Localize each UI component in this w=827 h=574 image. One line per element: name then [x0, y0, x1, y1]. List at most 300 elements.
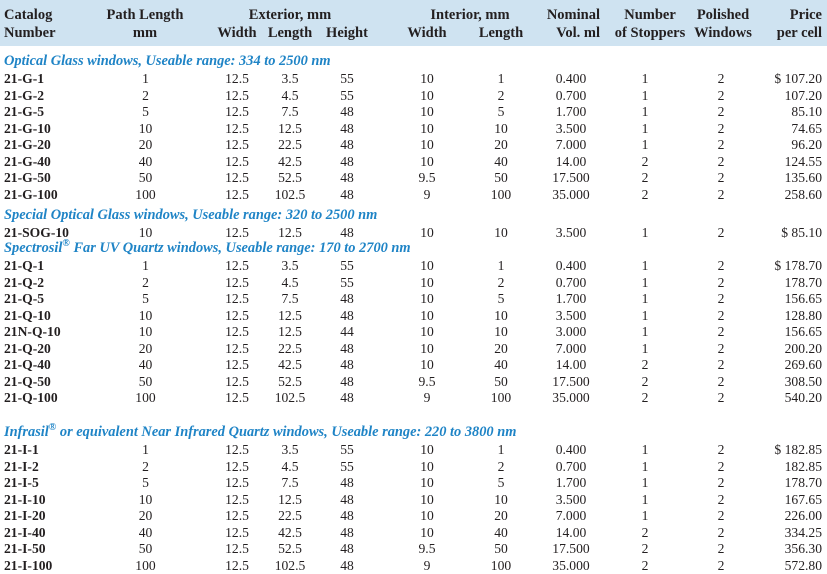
table-row	[0, 186, 827, 203]
path-length: 5	[142, 104, 149, 119]
header-exterior: Exterior, mm	[248, 7, 332, 23]
price: 178.70	[784, 274, 822, 290]
section-title-rest: Far UV Quartz windows, Useable range: 170 to 2700 nm	[69, 240, 411, 256]
ext-length: 12.5	[278, 120, 302, 136]
ext-length: 7.5	[281, 475, 299, 490]
int-width: 9	[423, 186, 431, 202]
stoppers: 2	[641, 373, 649, 389]
int-width: 10	[420, 137, 434, 152]
section-title	[4, 206, 377, 224]
int-length: 40	[494, 153, 508, 169]
ext-length: 102.5	[274, 557, 306, 573]
catalog-number: 21-G-1	[4, 71, 45, 86]
price: 128.80	[784, 307, 822, 323]
section-title	[4, 239, 411, 257]
header-stoppers: of Stoppers	[614, 25, 686, 41]
header-int-width: Width	[407, 25, 447, 41]
polished-windows: 2	[717, 324, 725, 339]
int-width: 10	[420, 357, 434, 372]
stoppers: 1	[641, 307, 649, 323]
ext-width: 12.5	[225, 458, 249, 474]
path-length: 5	[142, 291, 149, 306]
path-length: 10	[138, 225, 153, 240]
catalog-number: 21-I-20	[4, 508, 46, 523]
stoppers: 1	[641, 324, 649, 339]
stoppers: 1	[641, 104, 649, 119]
stoppers: 1	[641, 71, 649, 86]
catalog-number: 21-Q-2	[4, 274, 45, 290]
stoppers: 1	[641, 491, 649, 507]
nominal-volume: 3.500	[555, 120, 587, 136]
ext-length: 42.5	[278, 524, 302, 540]
nominal-volume: 35.000	[552, 390, 590, 405]
price: 178.70	[784, 475, 822, 490]
stoppers: 1	[641, 274, 649, 290]
section-title-text: Infrasil	[4, 424, 49, 440]
table-row	[0, 257, 827, 274]
path-length: 100	[135, 390, 156, 405]
nominal-volume: 0.700	[555, 458, 587, 474]
ext-width: 12.5	[225, 291, 249, 306]
ext-height: 48	[340, 137, 354, 152]
ext-length: 3.5	[281, 442, 299, 457]
catalog-number: 21-I-40	[4, 524, 46, 540]
stoppers: 2	[641, 357, 649, 372]
header-nominal: Nominal	[546, 7, 600, 23]
ext-length: 4.5	[281, 458, 299, 474]
ext-width: 12.5	[225, 324, 249, 339]
stoppers: 1	[641, 120, 649, 136]
path-length: 100	[135, 557, 156, 573]
table-row	[0, 491, 827, 508]
path-length: 2	[142, 458, 149, 474]
stoppers: 1	[641, 258, 649, 273]
int-length: 5	[497, 475, 505, 490]
ext-length: 7.5	[281, 291, 299, 306]
polished-windows: 2	[717, 475, 725, 490]
price: 269.60	[784, 357, 822, 372]
int-length: 10	[494, 120, 508, 136]
section-title-text: Special Optical Glass windows, Useable range: 320 to 2500 nm	[4, 207, 378, 223]
ext-height: 55	[340, 87, 354, 103]
stoppers: 2	[641, 557, 649, 573]
int-width: 10	[420, 324, 434, 339]
int-length: 2	[497, 458, 505, 474]
int-length: 20	[494, 508, 508, 523]
ext-height: 48	[340, 153, 354, 169]
int-length: 50	[494, 541, 508, 556]
price: 85.10	[791, 104, 822, 119]
polished-windows: 2	[717, 442, 725, 457]
polished-windows: 2	[717, 71, 725, 86]
catalog-number: 21-G-2	[4, 87, 45, 103]
catalog-number: 21-G-5	[4, 104, 45, 119]
int-length: 2	[497, 87, 505, 103]
stoppers: 2	[641, 390, 649, 405]
header-path-length: Path Length	[106, 7, 184, 23]
header-nominal-vol: Vol. ml	[556, 25, 600, 41]
ext-length: 7.5	[281, 104, 299, 119]
ext-width: 12.5	[225, 153, 249, 169]
int-length: 1	[497, 442, 505, 457]
stoppers: 2	[641, 541, 649, 556]
price: 258.60	[784, 186, 822, 202]
header-catalog-2: Number	[4, 25, 56, 41]
path-length: 10	[138, 307, 153, 323]
ext-width: 12.5	[225, 170, 249, 185]
int-width: 10	[420, 225, 434, 240]
table-row	[0, 274, 827, 291]
catalog-number: 21-I-100	[4, 557, 53, 573]
ext-height: 55	[340, 71, 354, 86]
section-title-text: Optical Glass windows, Useable range: 334 to 2500 nm	[4, 53, 331, 69]
ext-width: 12.5	[225, 87, 249, 103]
nominal-volume: 17.500	[552, 541, 590, 556]
nominal-volume: 0.400	[555, 442, 587, 457]
table-row	[0, 323, 827, 340]
int-width: 10	[420, 71, 434, 86]
catalog-number: 21-G-10	[4, 120, 51, 136]
ext-height: 48	[340, 120, 354, 136]
int-length: 10	[494, 491, 508, 507]
nominal-volume: 1.700	[555, 104, 587, 119]
registered-mark: ®	[48, 422, 57, 434]
int-length: 20	[494, 340, 508, 356]
header-ext-width: Width	[217, 25, 257, 41]
int-length: 40	[494, 357, 508, 372]
ext-length: 52.5	[278, 373, 302, 389]
header-windows: Windows	[694, 25, 752, 41]
int-width: 10	[420, 153, 434, 169]
header-ext-length: Length	[267, 25, 313, 41]
polished-windows: 2	[717, 274, 725, 290]
price: $ 85.10	[781, 225, 822, 240]
section-title	[4, 52, 331, 70]
int-length: 1	[497, 258, 505, 273]
price: 200.20	[784, 340, 822, 356]
header-int-length: Length	[478, 25, 524, 41]
table-row	[0, 87, 827, 104]
header-interior: Interior, mm	[430, 7, 510, 23]
polished-windows: 2	[717, 373, 725, 389]
table-row	[0, 169, 827, 186]
polished-windows: 2	[717, 524, 725, 540]
ext-length: 102.5	[274, 186, 306, 202]
polished-windows: 2	[717, 557, 725, 573]
catalog-number: 21-Q-1	[4, 258, 45, 273]
ext-width: 12.5	[225, 186, 249, 202]
stoppers: 1	[641, 137, 649, 152]
path-length: 40	[138, 153, 153, 169]
price: 74.65	[791, 120, 822, 136]
catalog-number: 21-I-1	[4, 442, 39, 457]
path-length: 20	[138, 137, 153, 152]
int-width: 10	[420, 307, 434, 323]
stoppers: 1	[641, 475, 649, 490]
polished-windows: 2	[717, 104, 725, 119]
ext-height: 48	[340, 373, 354, 389]
path-length: 100	[135, 186, 156, 202]
stoppers: 2	[641, 186, 649, 202]
ext-length: 102.5	[274, 390, 306, 405]
catalog-number: 21-Q-100	[4, 390, 58, 405]
catalog-number: 21-I-10	[4, 491, 46, 507]
ext-width: 12.5	[225, 524, 249, 540]
int-width: 9	[423, 557, 431, 573]
ext-length: 42.5	[278, 153, 302, 169]
polished-windows: 2	[717, 390, 725, 405]
int-width: 10	[420, 120, 434, 136]
ext-length: 4.5	[281, 274, 299, 290]
catalog-number: 21-I-50	[4, 541, 46, 556]
catalog-number: 21-G-50	[4, 170, 51, 185]
table-row	[0, 340, 827, 357]
ext-height: 48	[340, 291, 354, 306]
ext-width: 12.5	[225, 258, 249, 273]
table-row	[0, 373, 827, 390]
int-width: 10	[420, 458, 434, 474]
ext-width: 12.5	[225, 442, 249, 457]
table-row	[0, 290, 827, 307]
catalog-number: 21-I-2	[4, 458, 39, 474]
polished-windows: 2	[717, 258, 725, 273]
catalog-number: 21-G-20	[4, 137, 51, 152]
price: 182.85	[784, 458, 822, 474]
price: 308.50	[784, 373, 822, 389]
path-length: 40	[138, 357, 153, 372]
ext-height: 48	[340, 475, 354, 490]
nominal-volume: 14.00	[555, 357, 587, 372]
path-length: 50	[138, 170, 153, 185]
path-length: 5	[142, 475, 149, 490]
nominal-volume: 17.500	[552, 170, 590, 185]
price: $ 182.85	[774, 442, 822, 457]
header-catalog: Catalog	[4, 7, 53, 23]
path-length: 20	[138, 508, 153, 523]
int-width: 10	[420, 340, 434, 356]
nominal-volume: 1.700	[555, 291, 587, 306]
path-length: 50	[138, 541, 153, 556]
int-width: 10	[420, 475, 434, 490]
ext-length: 22.5	[278, 508, 302, 523]
header-path-unit: mm	[132, 25, 158, 41]
nominal-volume: 3.500	[555, 307, 587, 323]
nominal-volume: 3.500	[555, 225, 587, 240]
path-length: 1	[142, 258, 149, 273]
polished-windows: 2	[717, 307, 725, 323]
price: 156.65	[784, 291, 822, 306]
path-length: 50	[138, 373, 153, 389]
stoppers: 1	[641, 225, 649, 240]
nominal-volume: 17.500	[552, 373, 590, 389]
path-length: 10	[138, 120, 153, 136]
polished-windows: 2	[717, 87, 725, 103]
int-width: 10	[420, 508, 434, 523]
polished-windows: 2	[717, 120, 725, 136]
ext-height: 48	[340, 225, 354, 240]
ext-height: 48	[340, 307, 354, 323]
int-length: 10	[494, 324, 508, 339]
ext-width: 12.5	[225, 225, 249, 240]
ext-height: 48	[340, 524, 354, 540]
section-title-rest: or equivalent Near Infrared Quartz windows, Useable range: 220 to 3800 nm	[56, 424, 517, 440]
ext-width: 12.5	[225, 274, 249, 290]
path-length: 1	[142, 71, 149, 86]
catalog-number: 21-G-40	[4, 153, 51, 169]
polished-windows: 2	[717, 225, 725, 240]
price: $ 178.70	[774, 258, 822, 273]
ext-length: 3.5	[281, 258, 299, 273]
table-row	[0, 153, 827, 170]
ext-width: 12.5	[225, 557, 249, 573]
stoppers: 1	[641, 291, 649, 306]
int-length: 50	[494, 373, 508, 389]
catalog-number: 21-SOG-10	[4, 225, 69, 240]
table-header	[0, 0, 827, 46]
price: 135.60	[784, 170, 822, 185]
ext-height: 44	[340, 324, 354, 339]
path-length: 10	[138, 324, 153, 339]
int-length: 100	[490, 557, 512, 573]
int-width: 10	[420, 104, 434, 119]
nominal-volume: 0.400	[555, 71, 587, 86]
int-width: 10	[420, 258, 434, 273]
catalog-number: 21-G-100	[4, 186, 58, 202]
path-length: 2	[142, 274, 149, 290]
polished-windows: 2	[717, 170, 725, 185]
polished-windows: 2	[717, 137, 725, 152]
stoppers: 2	[641, 153, 649, 169]
price: 572.80	[784, 557, 822, 573]
nominal-volume: 3.500	[555, 491, 587, 507]
polished-windows: 2	[717, 186, 725, 202]
path-length: 2	[142, 87, 149, 103]
stoppers: 1	[641, 340, 649, 356]
ext-width: 12.5	[225, 307, 249, 323]
stoppers: 1	[641, 87, 649, 103]
ext-width: 12.5	[225, 120, 249, 136]
ext-width: 12.5	[225, 475, 249, 490]
table-row	[0, 120, 827, 137]
ext-width: 12.5	[225, 71, 249, 86]
ext-height: 55	[340, 274, 354, 290]
stoppers: 1	[641, 508, 649, 523]
path-length: 1	[142, 442, 149, 457]
table-row	[0, 557, 827, 574]
polished-windows: 2	[717, 458, 725, 474]
path-length: 10	[138, 491, 153, 507]
nominal-volume: 0.400	[555, 258, 587, 273]
ext-length: 4.5	[281, 87, 299, 103]
stoppers: 1	[641, 442, 649, 457]
polished-windows: 2	[717, 291, 725, 306]
int-width: 9.5	[418, 373, 436, 389]
ext-length: 12.5	[278, 324, 302, 339]
ext-width: 12.5	[225, 491, 249, 507]
ext-width: 12.5	[225, 508, 249, 523]
catalog-number: 21N-Q-10	[4, 324, 61, 339]
table-row	[0, 540, 827, 557]
price: $ 107.20	[774, 71, 822, 86]
price: 226.00	[784, 508, 822, 523]
nominal-volume: 7.000	[555, 508, 587, 523]
ext-length: 3.5	[281, 71, 299, 86]
int-width: 10	[420, 291, 434, 306]
nominal-volume: 1.700	[555, 475, 587, 490]
stoppers: 2	[641, 524, 649, 540]
ext-width: 12.5	[225, 357, 249, 372]
nominal-volume: 3.000	[555, 324, 587, 339]
polished-windows: 2	[717, 491, 725, 507]
ext-width: 12.5	[225, 340, 249, 356]
int-length: 5	[497, 104, 505, 119]
table-row	[0, 458, 827, 475]
nominal-volume: 14.00	[555, 524, 587, 540]
header-price: Price	[789, 7, 822, 23]
polished-windows: 2	[717, 508, 725, 523]
int-width: 10	[420, 442, 434, 457]
table-row	[0, 103, 827, 120]
stoppers: 2	[641, 170, 649, 185]
int-width: 9.5	[418, 170, 436, 185]
ext-height: 48	[340, 541, 354, 556]
stoppers: 1	[641, 458, 649, 474]
int-length: 20	[494, 137, 508, 152]
ext-height: 48	[340, 390, 354, 405]
nominal-volume: 14.00	[555, 153, 587, 169]
price: 540.20	[784, 390, 822, 405]
table-row	[0, 136, 827, 153]
polished-windows: 2	[717, 357, 725, 372]
catalog-number: 21-Q-10	[4, 307, 51, 323]
ext-height: 48	[340, 491, 354, 507]
path-length: 40	[138, 524, 153, 540]
nominal-volume: 35.000	[552, 186, 590, 202]
table-row	[0, 474, 827, 491]
ext-width: 12.5	[225, 373, 249, 389]
int-length: 40	[494, 524, 508, 540]
header-per-cell: per cell	[776, 25, 822, 41]
ext-length: 12.5	[278, 491, 302, 507]
int-length: 5	[497, 291, 505, 306]
ext-height: 48	[340, 104, 354, 119]
int-width: 10	[420, 274, 434, 290]
catalog-number: 21-Q-5	[4, 291, 45, 306]
ext-length: 12.5	[278, 307, 302, 323]
int-width: 10	[420, 87, 434, 103]
ext-height: 55	[340, 258, 354, 273]
ext-height: 48	[340, 357, 354, 372]
ext-height: 55	[340, 458, 354, 474]
table-row	[0, 524, 827, 541]
int-length: 100	[490, 390, 512, 405]
catalog-number: 21-Q-20	[4, 340, 51, 356]
ext-width: 12.5	[225, 541, 249, 556]
ext-length: 42.5	[278, 357, 302, 372]
int-length: 50	[494, 170, 508, 185]
ext-height: 55	[340, 442, 354, 457]
price: 356.30	[784, 541, 822, 556]
table-row	[0, 507, 827, 524]
ext-length: 52.5	[278, 170, 302, 185]
table-row	[0, 389, 827, 406]
table-row	[0, 307, 827, 324]
polished-windows: 2	[717, 153, 725, 169]
header-ext-height: Height	[326, 25, 368, 41]
path-length: 20	[138, 340, 153, 356]
header-number: Number	[624, 7, 676, 23]
price: 334.25	[784, 524, 822, 540]
